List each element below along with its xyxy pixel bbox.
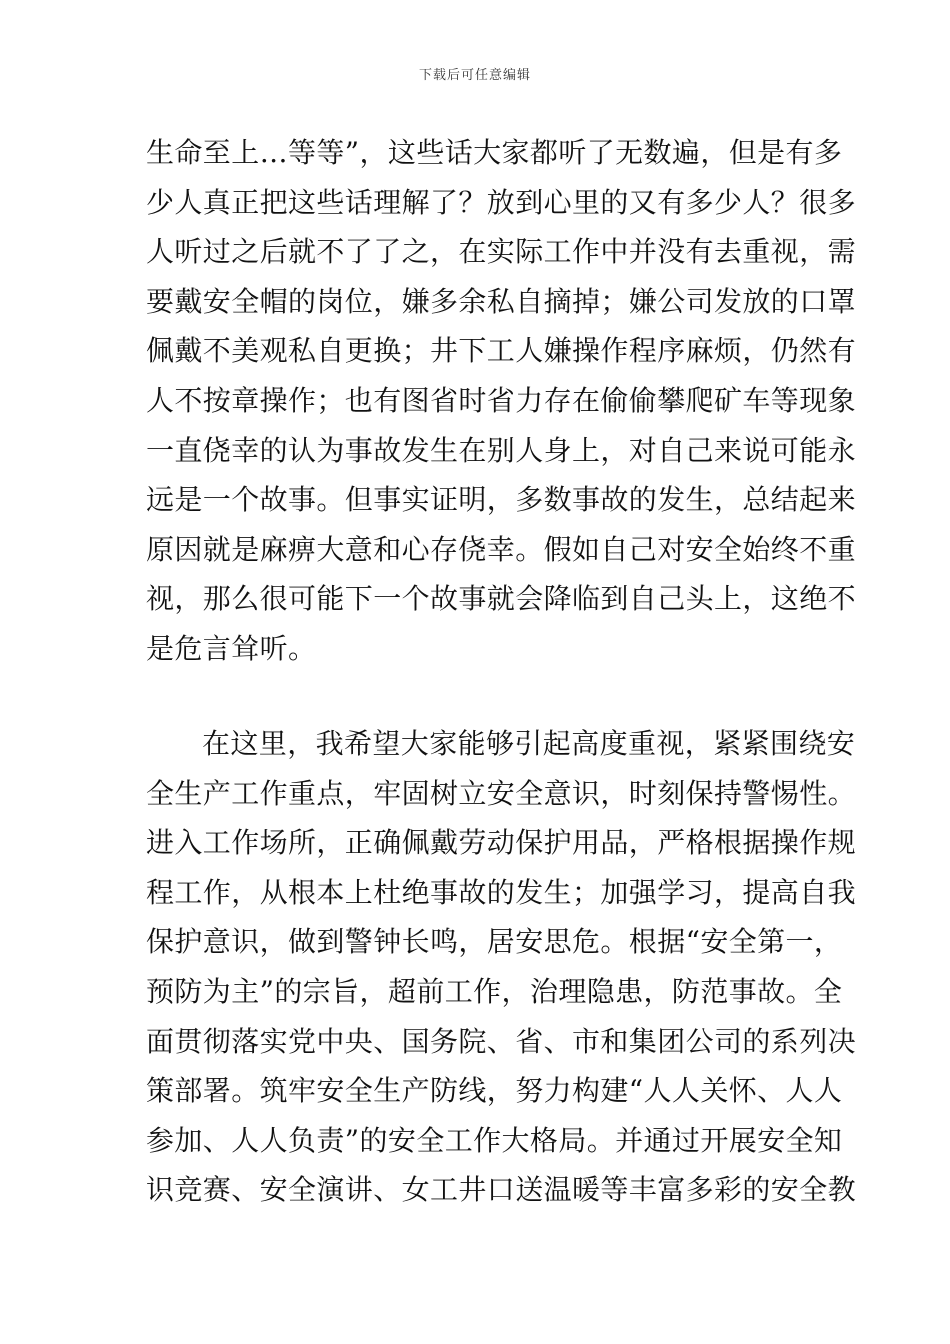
paragraph-1 [146, 128, 857, 674]
text-line: 一直侥幸的认为事故发生在别人身上，对自己来说可能永 [146, 433, 857, 467]
text-line: 原因就是麻痹大意和心存侥幸。假如自己对安全始终不重 [146, 532, 857, 566]
text-line: 人听过之后就不了了之，在实际工作中并没有去重视，需 [146, 235, 857, 269]
text-line: 识竞赛、安全演讲、女工井口送温暖等丰富多彩的安全教 [146, 1173, 857, 1207]
text-line: 少人真正把这些话理解了？放到心里的又有多少人？很多 [146, 185, 857, 219]
page-header: 下载后可任意编辑 [418, 68, 531, 83]
text-line: 生命至上…等等”，这些话大家都听了无数遍，但是有多 [146, 136, 843, 169]
paragraph-2 [146, 719, 857, 1215]
text-line: 佩戴不美观私自更换；井下工人嫌操作程序麻烦，仍然有 [146, 334, 857, 368]
text-line: 视，那么很可能下一个故事就会降临到自己头上，这绝不 [146, 582, 857, 616]
text-line: 预防为主”的宗旨，超前工作，治理隐患，防范事故。全 [146, 974, 843, 1008]
text-line: 远是一个故事。但事实证明，多数事故的发生，总结起来 [146, 483, 857, 517]
text-line: 人不按章操作；也有图省时省力存在偷偷攀爬矿车等现象 [146, 383, 857, 417]
text-line: 保护意识，做到警钟长鸣，居安思危。根据“安全第一， [146, 925, 843, 959]
text-line: 参加、人人负责”的安全工作大格局。并通过开展安全知 [146, 1123, 843, 1157]
text-line: 是危言耸听。 [146, 631, 317, 665]
text-line: 程工作，从根本上杜绝事故的发生；加强学习，提高自我 [146, 875, 857, 909]
text-line: 进入工作场所，正确佩戴劳动保护用品，严格根据操作规 [146, 826, 857, 860]
text-line: 要戴安全帽的岗位，嫌多余私自摘掉；嫌公司发放的口罩 [146, 284, 857, 318]
text-line: 面贯彻落实党中央、国务院、省、市和集团公司的系列决 [146, 1024, 857, 1058]
text-line: 全生产工作重点，牢固树立安全意识，时刻保持警惕性。 [146, 776, 857, 810]
text-line: 策部署。筑牢安全生产防线，努力构建“人人关怀、人人 [146, 1074, 843, 1108]
text-line-indented: 在这里，我希望大家能够引起高度重视，紧紧围绕安 [202, 727, 856, 760]
